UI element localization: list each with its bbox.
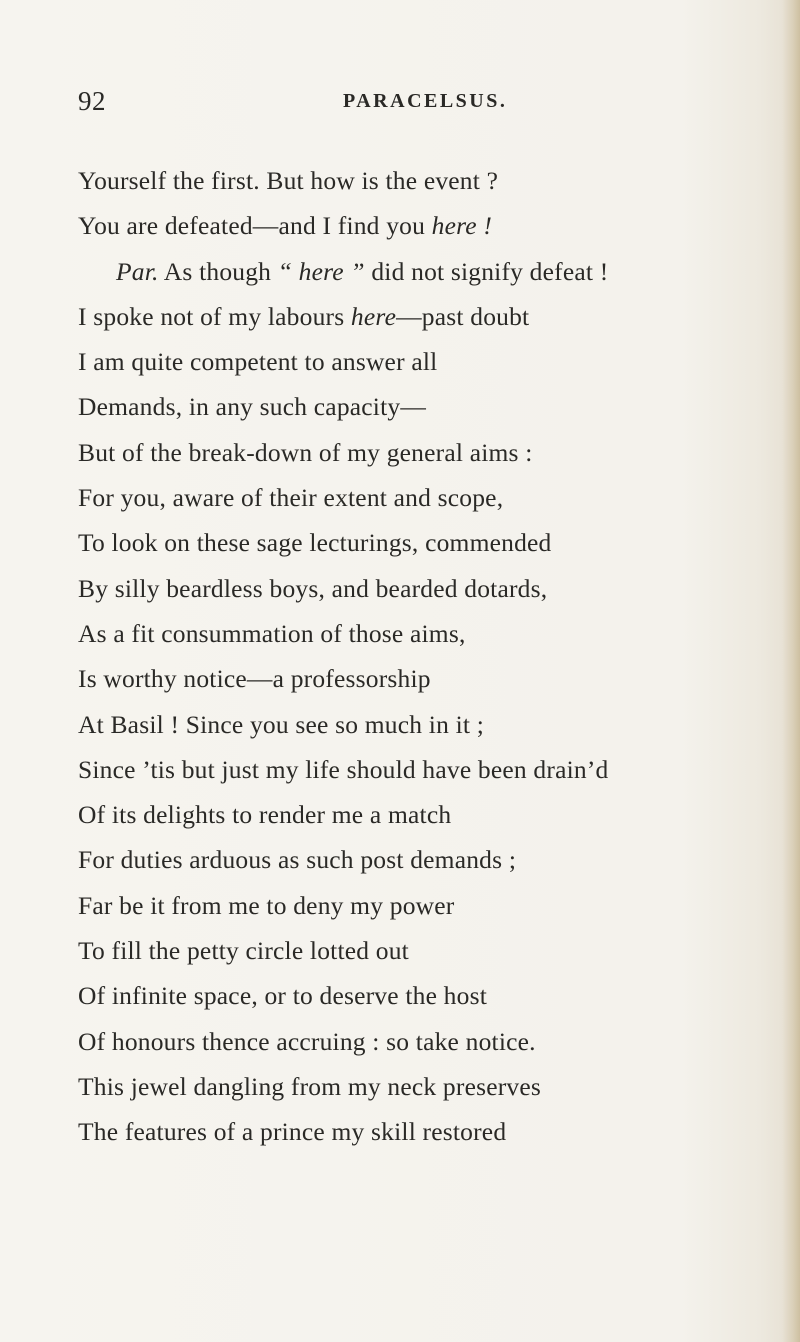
- verse-line: Since ’tis but just my life should have been drain’d: [78, 754, 609, 784]
- verse-line: I am quite competent to answer all: [78, 347, 438, 377]
- verse-line: Far be it from me to deny my power: [78, 890, 455, 920]
- verse-line: To fill the petty circle lotted out: [78, 936, 409, 966]
- verse-line: The features of a prince my skill restored: [78, 1117, 507, 1147]
- speaker-name: Par.: [116, 256, 159, 286]
- emphasis: “ here ”: [277, 256, 365, 286]
- verse-line: Of its delights to render me a match: [78, 800, 452, 830]
- verse-line: You are defeated—and I find you here !: [78, 211, 493, 241]
- verse-line: By silly beardless boys, and bearded dotards,: [78, 573, 548, 603]
- emphasis: here: [350, 301, 397, 331]
- page-header: [0, 86, 800, 120]
- verse-line: Is worthy notice—a professorship: [78, 664, 431, 694]
- verse-line: As a fit consummation of those aims,: [78, 618, 466, 648]
- verse-line: Demands, in any such capacity—: [78, 392, 427, 422]
- verse-line: Of honours thence accruing : so take notice.: [78, 1026, 536, 1056]
- emphasis: here !: [431, 211, 493, 241]
- verse-line: For you, aware of their extent and scope,: [78, 483, 504, 513]
- verse-text: [78, 158, 788, 1155]
- verse-line: To look on these sage lecturings, commended: [78, 528, 552, 558]
- verse-line: Yourself the first. But how is the event ?: [78, 166, 499, 195]
- page-number: 92: [78, 86, 106, 116]
- verse-line-speaker: Par. As though “ here ” did not signify defeat !: [116, 256, 609, 286]
- verse-line: At Basil ! Since you see so much in it ;: [78, 709, 485, 739]
- verse-line: Of infinite space, or to deserve the host: [78, 981, 487, 1011]
- verse-line: I spoke not of my labours here—past doubt: [78, 301, 530, 331]
- verse-line: But of the break-down of my general aims :: [78, 437, 533, 467]
- verse-line: This jewel dangling from my neck preserves: [78, 1071, 542, 1101]
- verse-line: For duties arduous as such post demands ;: [78, 845, 517, 875]
- running-head: PARACELSUS.: [343, 90, 508, 112]
